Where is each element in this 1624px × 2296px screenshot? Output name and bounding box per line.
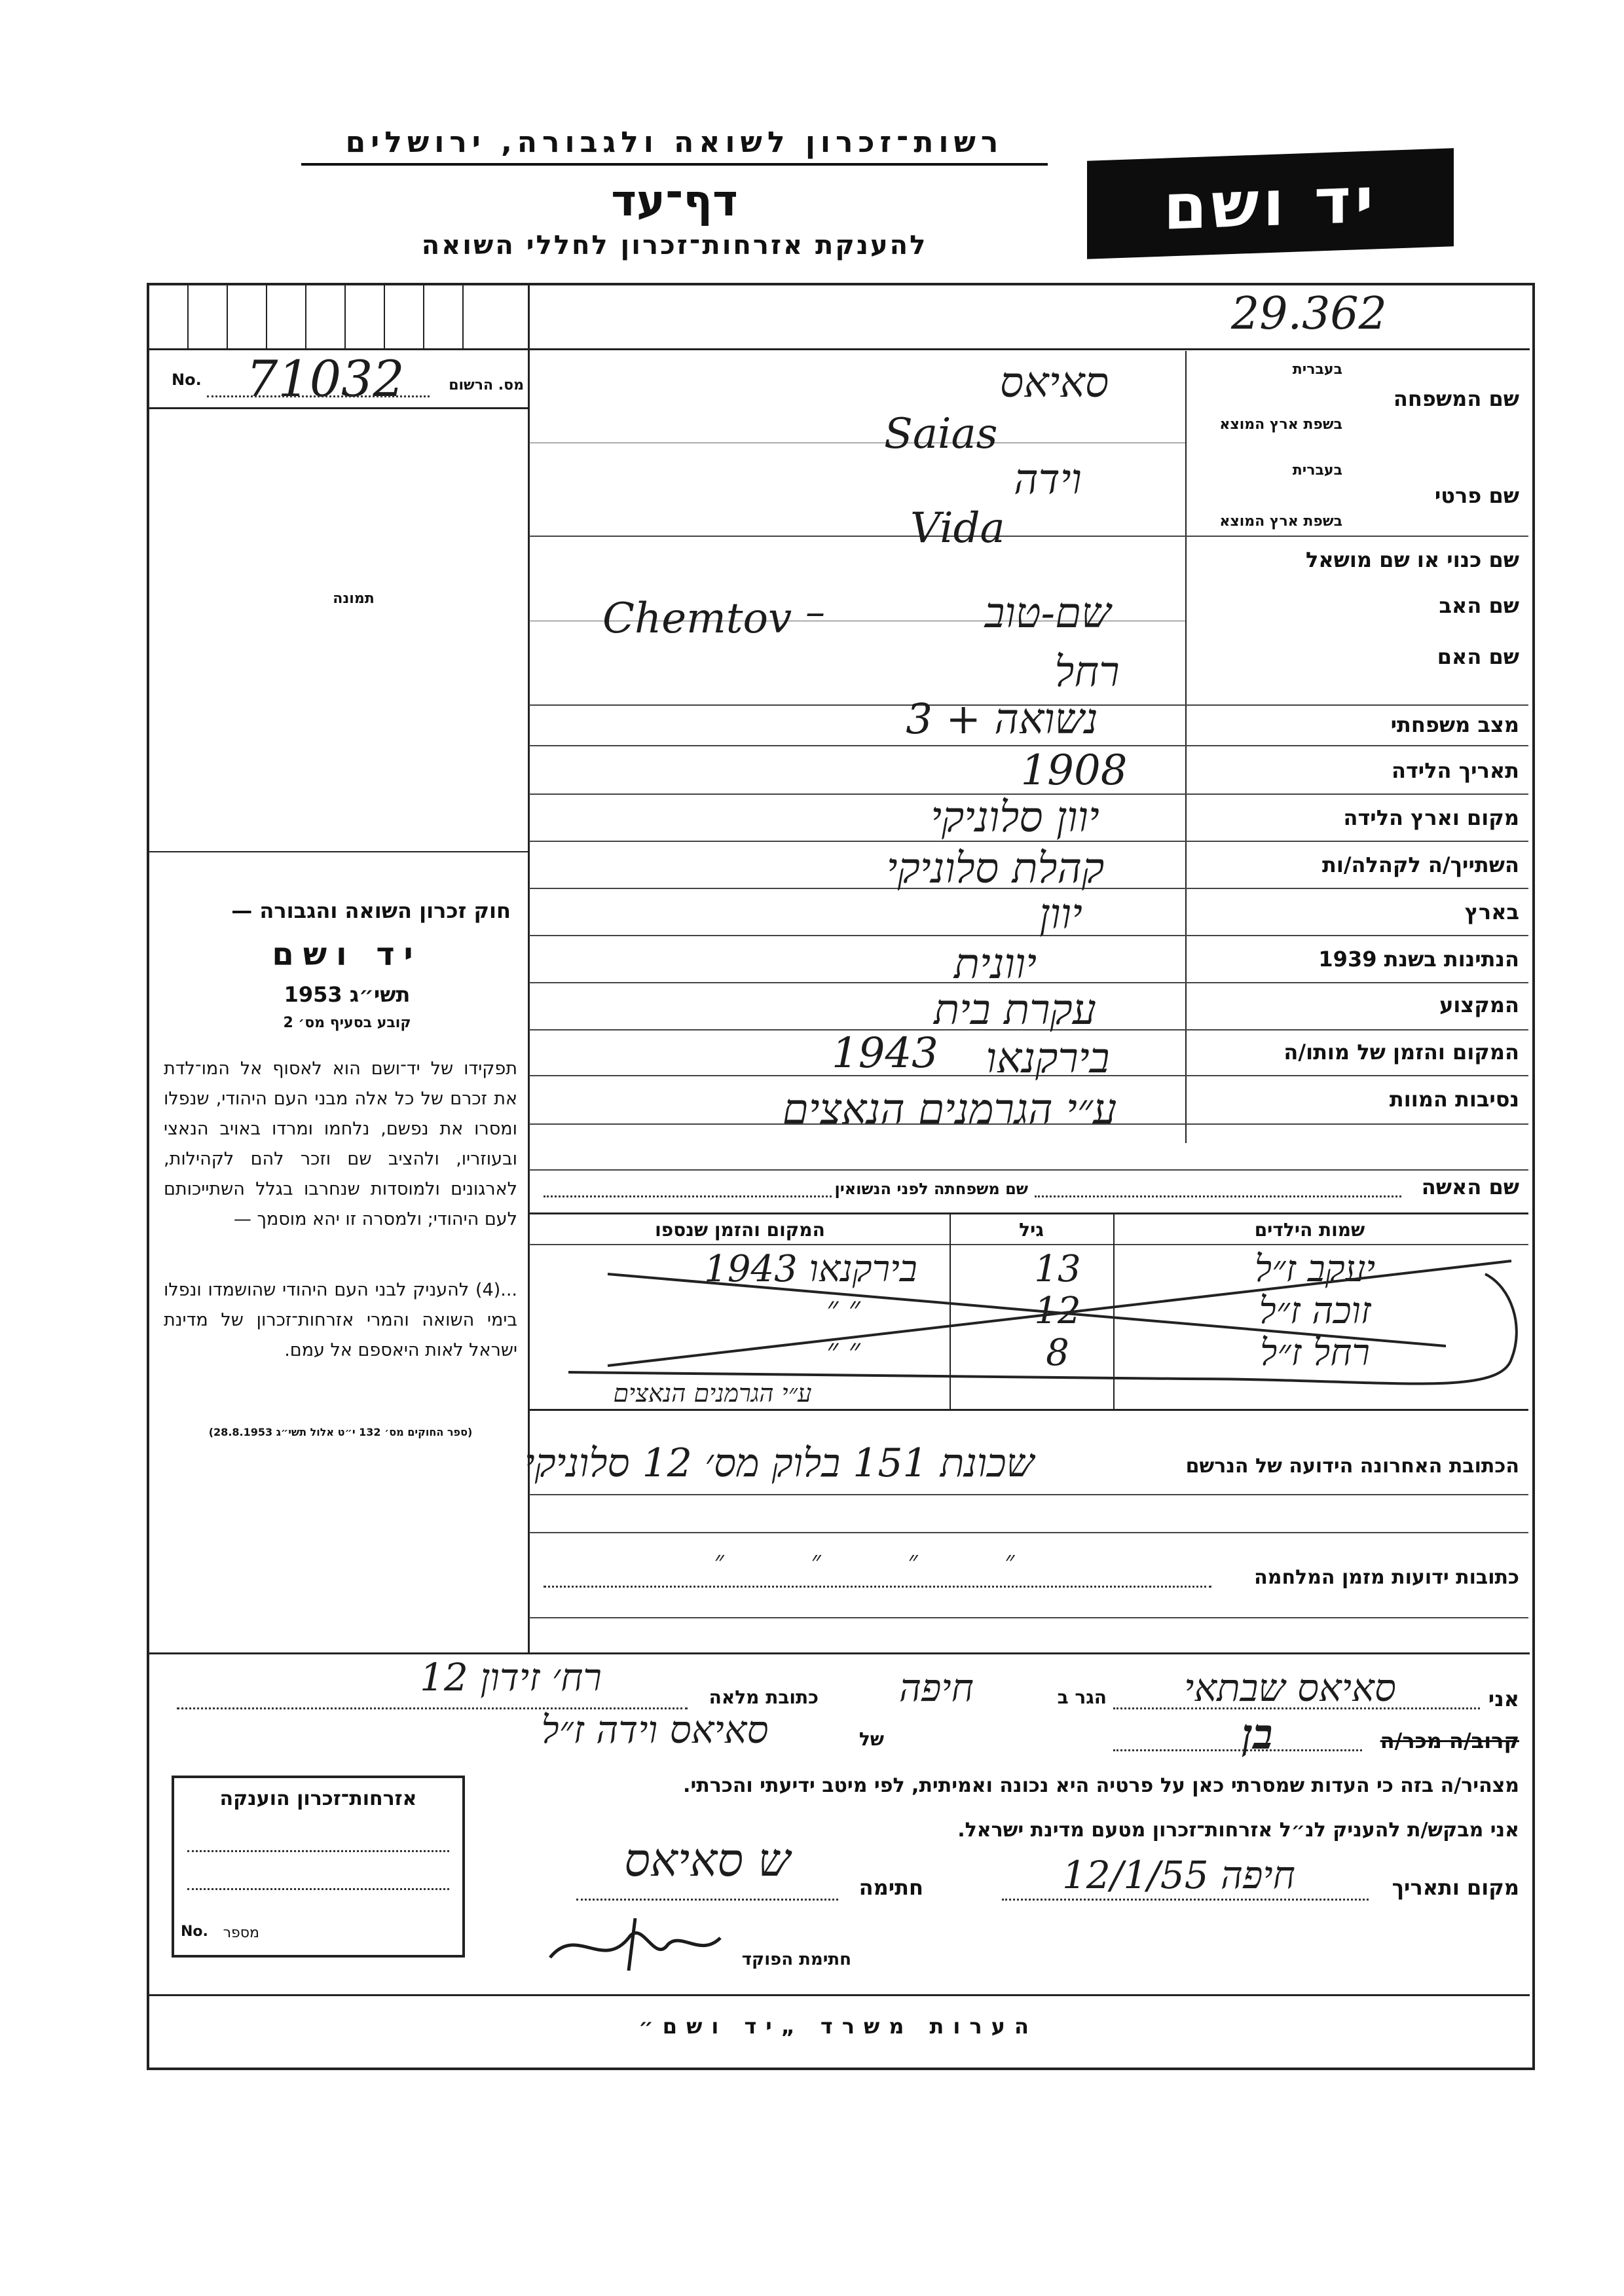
first-name-origin-sublabel: בשפת ארץ המוצא bbox=[1219, 513, 1342, 530]
award-box-title: אזרחות־זכרון הוענקה bbox=[219, 1787, 417, 1810]
child-2-place-time: ״ ״ bbox=[826, 1290, 860, 1326]
law-body: תפקידו של יד־ושם הוא לאסוף אל המו־לדת את זכרם של כל אלה מבני העם היהודי, שנפלו ומסרו את נפשם, נלחמו ומרדו באויב הנאצי ובעוזריו, ולהציב שם וזכר להם לקהילות, לארגונים ולמוסדות שנחרבו בגלל השתייכותם לעם היהודי; ולמסרה זו יהא מוסמך — bbox=[164, 1059, 517, 1230]
nickname-label: שם כנוי או שם מושאל bbox=[1305, 547, 1519, 572]
mother-name-label: שם האם bbox=[1437, 644, 1519, 669]
child-1-name: יעקב ז״ל bbox=[1254, 1248, 1376, 1290]
law-citation: (ספר החוקים מס׳ 132 י״ט אלול תשי״ג 28.8.1953) bbox=[208, 1426, 473, 1438]
family-name-label: שם המשפחה bbox=[1393, 386, 1519, 411]
child-3-place-time: ״ ״ bbox=[826, 1332, 860, 1368]
declarant-signature: ש סאיאס bbox=[624, 1833, 790, 1887]
declarant-of-value: סאיאס וידה ז״ל bbox=[541, 1707, 769, 1752]
father-name-latin: Chemtov bbox=[602, 594, 792, 643]
profession-value: עקרת בית bbox=[934, 986, 1096, 1034]
law-heading-text: חוק זכרון השואה והגבורה bbox=[259, 898, 511, 923]
signature-label: חתימה bbox=[858, 1875, 923, 1900]
declarant-address: רח׳ זידון 12 bbox=[420, 1655, 602, 1700]
law-section: קובע בסעיף מס׳ 2 bbox=[283, 1015, 411, 1031]
registration-no-label: No. bbox=[172, 371, 202, 389]
children-rows bbox=[529, 1248, 1528, 1409]
death-place-time-label: המקום והזמן של מותו/ה bbox=[1283, 1040, 1519, 1065]
official-signature bbox=[537, 1912, 733, 1977]
children-place-time-header: המקום והזמן שנספו bbox=[655, 1219, 825, 1241]
declarant-i-label: אני bbox=[1488, 1686, 1519, 1711]
child-1-age: 13 bbox=[1034, 1248, 1081, 1290]
registration-number: 71032 bbox=[246, 350, 405, 408]
award-box-number-label: מספר bbox=[223, 1925, 259, 1941]
place-date-value: חיפה 12/1/55 bbox=[1062, 1853, 1295, 1897]
community-value: קהלת סלוניקי bbox=[886, 845, 1105, 893]
child-2-name: זוכה ז״ל bbox=[1259, 1290, 1371, 1332]
declarant-name: סאיאס שבתאי bbox=[1184, 1666, 1396, 1710]
nationality-value: יוונית bbox=[953, 940, 1037, 989]
wife-maiden-name-label: שם משפחתה לפני הנשואין bbox=[834, 1180, 1028, 1198]
children-cross-out bbox=[529, 1248, 1528, 1409]
first-name-latin: Vida bbox=[910, 504, 1005, 553]
first-name-label: שם פרטי bbox=[1434, 483, 1519, 508]
last-address-value: שכונת 151 בלוק מס׳ 12 סלוניקי bbox=[524, 1440, 1035, 1486]
award-box bbox=[172, 1776, 465, 1958]
form-number: 29.362 bbox=[1231, 288, 1387, 340]
authority-line: רשות־זכרון לשואה ולגבורה, ירושלים bbox=[301, 126, 1048, 166]
award-box-no-label: No. bbox=[181, 1923, 208, 1940]
marital-status-label: מצב משפחתי bbox=[1390, 712, 1519, 737]
children-names-header: שמות הילדים bbox=[1254, 1219, 1365, 1241]
mother-name-value: רחל bbox=[1054, 648, 1120, 697]
birth-date-value: 1908 bbox=[1020, 746, 1128, 795]
law-heading: חוק זכרון השואה והגבורה — bbox=[231, 898, 511, 923]
marital-status-value: נשואה + 3 bbox=[906, 695, 1098, 744]
form-subtitle: להענקת אזרחות־זכרון לחללי השואה bbox=[421, 230, 928, 261]
child-2-age: 12 bbox=[1034, 1290, 1081, 1332]
child-1-place-time: בירקנאו 1943 bbox=[704, 1248, 917, 1290]
child-3-age: 8 bbox=[1046, 1332, 1069, 1374]
wife-name-label: שם האשה bbox=[1421, 1175, 1519, 1199]
family-name-origin-sublabel: בשפת ארץ המוצא bbox=[1219, 416, 1342, 433]
wartime-address-value: ״ ״ ״ ״ bbox=[714, 1546, 1054, 1576]
nationality-label: הנתינות בשנת 1939 bbox=[1318, 947, 1519, 972]
first-name-hebrew: וידה bbox=[1014, 456, 1082, 504]
last-address-label: הכתובת האחרונה הידועה של הנרשם bbox=[1185, 1455, 1519, 1478]
family-name-hebrew-sublabel: בעברית bbox=[1292, 361, 1342, 378]
photo-label: תמונה bbox=[333, 591, 375, 607]
place-date-label: מקום ותאריך bbox=[1392, 1875, 1519, 1900]
registration-label: מס. הרשום bbox=[449, 377, 524, 393]
birth-place-value: יוון סלוניקי bbox=[931, 793, 1099, 842]
country-value: יוון bbox=[1039, 890, 1082, 939]
birth-place-label: מקום וארץ הלידה bbox=[1343, 805, 1519, 830]
declarant-relation: בן bbox=[1242, 1710, 1273, 1759]
form-title: דף־עד bbox=[611, 175, 738, 226]
official-signature-label: חתימת הפוקד bbox=[741, 1950, 851, 1969]
death-circumstances-value: ע״י הגרמנים הנאצים bbox=[782, 1085, 1117, 1134]
declaration-text: מצהיר/ה בזה כי העדות שמסרתי כאן על פרטיה היא נכונה ואמיתית, לפי מיטב ידיעתי והכרתי. bbox=[683, 1774, 1519, 1797]
death-circumstances-label: נסיבות המוות bbox=[1389, 1087, 1519, 1112]
father-name-separator: – bbox=[805, 589, 825, 635]
death-place-value: בירקנאו bbox=[986, 1034, 1110, 1083]
law-clause-4: ...(4) להעניק לבני העם היהודי שהושמדו ונפלו בימי השואה והמרי אזרחות־זכרון של מדינת ישראל לאות היאספם אל עמם. bbox=[164, 1280, 517, 1360]
community-label: השתייך/ה לקהלה/ות bbox=[1321, 852, 1519, 877]
country-label: בארץ bbox=[1464, 900, 1519, 924]
child-3-name: רחל ז״ל bbox=[1260, 1332, 1370, 1374]
yad-vashem-logo bbox=[1087, 148, 1454, 259]
death-year-value: 1943 bbox=[832, 1029, 938, 1078]
logo-text: יד ושם bbox=[1163, 163, 1378, 244]
law-name: יד ושם bbox=[272, 936, 422, 973]
birth-date-label: תאריך הלידה bbox=[1391, 758, 1519, 783]
declarant-address-label: כתובת מלאה bbox=[709, 1686, 819, 1708]
children-note: ע״י הגרמנים הנאצים bbox=[613, 1379, 812, 1408]
children-age-header: גיל bbox=[1019, 1219, 1044, 1241]
profession-label: המקצוע bbox=[1439, 993, 1519, 1017]
father-name-label: שם האב bbox=[1439, 593, 1519, 618]
wartime-address-label: כתובות ידועות מזמן המלחמה bbox=[1254, 1566, 1519, 1589]
father-name-hebrew: שם-טוב bbox=[984, 589, 1111, 638]
declarant-residing-label: הגר ב bbox=[1057, 1686, 1107, 1708]
declarant-of-label: של bbox=[858, 1728, 884, 1750]
family-name-hebrew: סאיאס bbox=[999, 359, 1109, 407]
first-name-hebrew-sublabel: בעברית bbox=[1292, 462, 1342, 479]
remarks-label: הערות משרד „יד ושם״ bbox=[638, 2014, 1038, 2039]
request-text: אני מבקש/ת להעניק לנ״ל אזרחות־זכרון מטעם מדינת ישראל. bbox=[957, 1819, 1519, 1842]
declarant-city: חיפה bbox=[899, 1666, 974, 1710]
declarant-relation-label: קרוב/ה מכר/ה bbox=[1380, 1728, 1519, 1753]
family-name-latin: Saias bbox=[884, 410, 998, 458]
law-year: תשי״ג 1953 bbox=[284, 982, 411, 1007]
